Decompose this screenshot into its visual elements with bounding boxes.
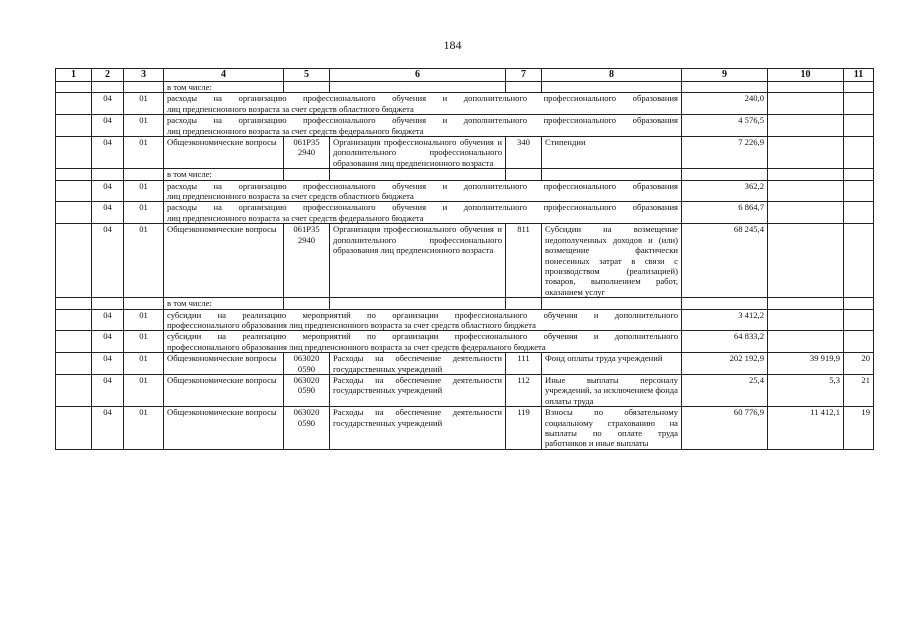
cell-empty [768,93,844,115]
expense-type-code: 111 [506,353,542,375]
cell-empty [682,169,768,180]
description-line-1: расходы на организацию профессионального обучения и дополнительного профессионального образования [167,115,678,126]
expense-row [56,224,874,298]
subheader-row [56,298,874,309]
breakdown-row [56,93,874,115]
cell-empty [56,169,92,180]
subsection-code: 01 [124,137,164,169]
expense-type-code: 119 [506,407,542,450]
target-article-code: 063020 0590 [284,407,330,450]
target-article-code: 061P35 2940 [284,224,330,298]
cell-empty [768,82,844,93]
header-cell: 6 [330,69,506,82]
breakdown-row [56,202,874,224]
cell-empty [124,169,164,180]
description-line-2: лиц предпенсионного возраста за счет средств федерального бюджета [167,125,424,136]
section-name: Общеэкономические вопросы [164,137,284,169]
header-cell: 11 [844,69,874,82]
amount-col10 [768,224,844,298]
cell-empty [56,298,92,309]
breakdown-row [56,309,874,331]
subsection-code: 01 [124,309,164,331]
target-article-name: Расходы на обеспечение деятельности государственных учреждений [330,353,506,375]
expense-row [56,407,874,450]
section-code: 04 [92,180,124,202]
cell-empty [56,202,92,224]
section-code: 04 [92,374,124,406]
header-cell: 3 [124,69,164,82]
subheader-label: в том числе: [164,169,284,180]
cell-empty [542,82,682,93]
cell-empty [768,115,844,137]
cell-empty [682,82,768,93]
expense-type-name: Иные выплаты персоналу учреждений, за исключением фонда оплаты труда [542,374,682,406]
subheader-row [56,169,874,180]
breakdown-description [164,202,682,224]
cell-empty [844,309,874,331]
cell-empty [330,169,506,180]
cell-empty [284,82,330,93]
breakdown-description [164,93,682,115]
expense-type-name: Фонд оплаты труда учреждений [542,353,682,375]
cell-empty [56,115,92,137]
cell-empty [768,309,844,331]
cell-empty [844,169,874,180]
cell-empty [506,169,542,180]
section-code: 04 [92,202,124,224]
amount-col9: 240,0 [682,93,768,115]
value-col11: 21 [844,374,874,406]
amount-col9: 68 245,4 [682,224,768,298]
value-col11: 19 [844,407,874,450]
cell-empty [542,298,682,309]
expense-type-code: 811 [506,224,542,298]
section-name: Общеэкономические вопросы [164,374,284,406]
section-code: 04 [92,407,124,450]
subsection-code: 01 [124,331,164,353]
description-line-2: лиц предпенсионного возраста за счет средств областного бюджета [167,103,414,114]
target-article-code: 063020 0590 [284,353,330,375]
cell-empty [768,331,844,353]
description-line-2: профессионального образования лиц предпенсионного возраста за счет средств областного бюджета [167,319,536,330]
subheader-label: в том числе: [164,82,284,93]
page-number: 184 [443,38,462,52]
expense-type-name: Стипендии [542,137,682,169]
section-code: 04 [92,224,124,298]
breakdown-row [56,180,874,202]
cell-empty [682,298,768,309]
section-name: Общеэкономические вопросы [164,224,284,298]
amount-col9: 362,2 [682,180,768,202]
target-article-name: Расходы на обеспечение деятельности государственных учреждений [330,407,506,450]
cell-empty [56,353,92,375]
header-cell: 4 [164,69,284,82]
section-code: 04 [92,93,124,115]
description-line-1: субсидии на реализацию мероприятий по организации профессионального обучения и дополнительного [167,309,678,320]
header-cell: 2 [92,69,124,82]
cell-empty [844,93,874,115]
breakdown-row [56,331,874,353]
amount-col9: 25,4 [682,374,768,406]
amount-col9: 60 776,9 [682,407,768,450]
expense-row [56,374,874,406]
amount-col10: 5,3 [768,374,844,406]
amount-col9: 3 412,2 [682,309,768,331]
description-line-1: расходы на организацию профессионального обучения и дополнительного профессионального образования [167,202,678,213]
value-col11: 20 [844,353,874,375]
cell-empty [56,137,92,169]
cell-empty [56,374,92,406]
budget-table [55,68,874,450]
cell-empty [844,331,874,353]
description-line-1: расходы на организацию профессионального обучения и дополнительного профессионального образования [167,180,678,191]
header-cell: 8 [542,69,682,82]
section-name: Общеэкономические вопросы [164,407,284,450]
section-code: 04 [92,309,124,331]
breakdown-description [164,331,682,353]
cell-empty [844,180,874,202]
subsection-code: 01 [124,202,164,224]
cell-empty [768,298,844,309]
amount-col9: 6 864,7 [682,202,768,224]
cell-empty [56,224,92,298]
cell-empty [844,202,874,224]
amount-col9: 4 576,5 [682,115,768,137]
expense-type-code: 112 [506,374,542,406]
cell-empty [284,169,330,180]
description-line-2: профессионального образования лиц предпенсионного возраста за счет средств федерального бюджета [167,341,546,352]
cell-empty [330,82,506,93]
breakdown-description [164,309,682,331]
subsection-code: 01 [124,374,164,406]
cell-empty [124,298,164,309]
target-article-name: Организация профессионального обучения и дополнительного профессионального образования лиц предпенсионного возраста [330,137,506,169]
amount-col9: 202 192,9 [682,353,768,375]
target-article-name: Расходы на обеспечение деятельности государственных учреждений [330,374,506,406]
target-article-name: Организация профессионального обучения и дополнительного профессионального образования лиц предпенсионного возраста [330,224,506,298]
cell-empty [56,93,92,115]
subsection-code: 01 [124,93,164,115]
breakdown-row [56,115,874,137]
value-col11 [844,137,874,169]
subsection-code: 01 [124,115,164,137]
section-code: 04 [92,137,124,169]
description-line-2: лиц предпенсионного возраста за счет средств федерального бюджета [167,212,424,223]
cell-empty [56,407,92,450]
description-line-2: лиц предпенсионного возраста за счет средств областного бюджета [167,191,414,202]
cell-empty [844,298,874,309]
cell-empty [768,169,844,180]
section-code: 04 [92,115,124,137]
cell-empty [92,298,124,309]
subheader-row [56,82,874,93]
header-cell: 5 [284,69,330,82]
description-line-1: субсидии на реализацию мероприятий по организации профессионального обучения и дополнительного [167,331,678,342]
section-name: Общеэкономические вопросы [164,353,284,375]
breakdown-description [164,115,682,137]
breakdown-description [164,180,682,202]
section-code: 04 [92,353,124,375]
cell-empty [92,82,124,93]
subsection-code: 01 [124,180,164,202]
header-row [56,69,874,82]
cell-empty [56,180,92,202]
amount-col10 [768,137,844,169]
cell-empty [542,169,682,180]
header-cell: 7 [506,69,542,82]
amount-col9: 7 226,9 [682,137,768,169]
cell-empty [56,331,92,353]
cell-empty [844,82,874,93]
subsection-code: 01 [124,224,164,298]
description-line-1: расходы на организацию профессионального обучения и дополнительного профессионального образования [167,93,678,104]
cell-empty [768,180,844,202]
header-cell: 1 [56,69,92,82]
value-col11 [844,224,874,298]
cell-empty [56,82,92,93]
target-article-code: 061P35 2940 [284,137,330,169]
cell-empty [844,115,874,137]
expense-type-name: Субсидии на возмещение недополученных доходов и (или) возмещение фактически понесенных затрат в связи с производством (реализацией) товаров, выполнением работ, оказанием услуг [542,224,682,298]
amount-col10: 39 919,9 [768,353,844,375]
cell-empty [330,298,506,309]
expense-type-name: Взносы по обязательному социальному страхованию на выплаты по оплате труда работников и иные выплаты [542,407,682,450]
header-cell: 10 [768,69,844,82]
target-article-code: 063020 0590 [284,374,330,406]
section-code: 04 [92,331,124,353]
subheader-label: в том числе: [164,298,284,309]
subsection-code: 01 [124,353,164,375]
amount-col9: 64 833,2 [682,331,768,353]
subsection-code: 01 [124,407,164,450]
amount-col10: 11 412,1 [768,407,844,450]
cell-empty [506,82,542,93]
cell-empty [506,298,542,309]
cell-empty [92,169,124,180]
expense-row [56,137,874,169]
cell-empty [124,82,164,93]
expense-row [56,353,874,375]
cell-empty [284,298,330,309]
expense-type-code: 340 [506,137,542,169]
cell-empty [56,309,92,331]
cell-empty [768,202,844,224]
header-cell: 9 [682,69,768,82]
